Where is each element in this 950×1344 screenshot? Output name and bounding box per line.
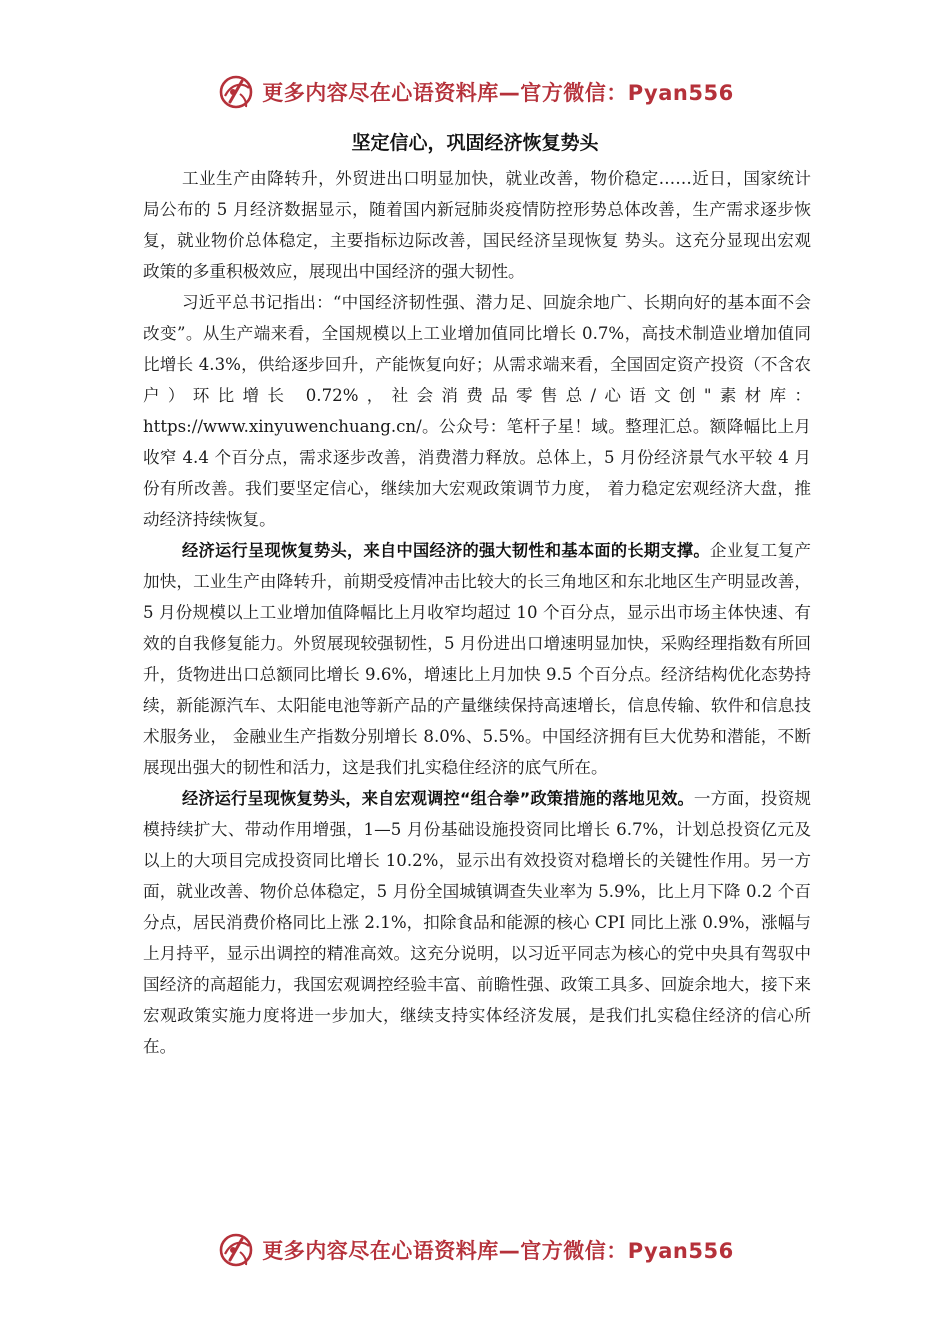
paragraph-1 (143, 163, 811, 287)
paragraph-4-lead: 经济运行呈现恢复势头，来自宏观调控“组合拳”政策措施的落地见效。 (182, 789, 694, 808)
footer-banner-text: 更多内容尽在心语资料库—官方微信：Pyan556 (262, 1239, 734, 1263)
footer-banner (0, 1228, 950, 1272)
footer-banner-content (216, 1230, 733, 1270)
article-body (143, 163, 811, 1062)
header-banner-content (216, 72, 733, 112)
page-title: 坚定信心，巩固经济恢复势头 (351, 132, 599, 154)
brand-logo-icon (216, 1230, 256, 1270)
paragraph-4-text: 一方面，投资规模持续扩大、带动作用增强，1—5 月份基础设施投资同比增长 6.7%，计划总投资亿元及以上的大项目完成投资同比增长 10.2%，显示出有效投资对稳增长的关键性作用。另一方面，就业改善、物价总体稳定，5 月份全国城镇调查失业率为 5.9%，比上月下降 0.2 个百分点，居民消费价格同比上涨 2.1%，扣除食品和能源的核心 CPI 同比上涨 0.9%，涨幅与上月持平，显示出调控的精准高效。这充分说明，以习近平同志为核心的党中央具有驾驭中国经济的高超能力，我国宏观调控经验丰富、前瞻性强、政策工具多、回旋余地大，接下来宏观政策实施力度将进一步加大，继续支持实体经济发展，是我们扎实稳住经济的信心所在。 (143, 789, 811, 1056)
paragraph-2-text: 习近平总书记指出：“中国经济韧性强、潜力足、回旋余地广、长期向好的基本面不会改变”。从生产端来看，全国规模以上工业增加值同比增长 0.7%，高技术制造业增加值同比增长 4.3%，供给逐步回升，产能恢复向好；从需求端来看，全国固定资产投资（不含农户）环比增长 0.72%，社会消费品零售总/心语文创"素材库：https://www.xinyuwenchuang.cn/。公众号：笔杆子星！域。整理汇总。额降幅比上月收窄 4.4 个百分点，需求逐步改善，消费潜力释放。总体上，5 月份经济景气水平较 4 月份有所改善。我们要坚定信心，继续加大宏观政策调节力度， 着力稳定宏观经济大盘，推动经济持续恢复。 (143, 293, 811, 529)
paragraph-4 (143, 783, 811, 1062)
paragraph-3 (143, 535, 811, 783)
paragraph-1-text: 工业生产由降转升，外贸进出口明显加快，就业改善，物价稳定……近日，国家统计局公布的 5 月经济数据显示，随着国内新冠肺炎疫情防控形势总体改善，生产需求逐步恢复，就业物价总体稳定，主要指标边际改善，国民经济呈现恢复 势头。这充分显现出宏观政策的多重积极效应，展现出中国经济的强大韧性。 (143, 169, 811, 281)
header-banner (0, 70, 950, 114)
paragraph-3-text: 企业复工复产加快，工业生产由降转升，前期受疫情冲击比较大的长三角地区和东北地区生产明显改善，5 月份规模以上工业增加值降幅比上月收窄均超过 10 个百分点，显示出市场主体快速、有效的自我修复能力。外贸展现较强韧性，5 月份进出口增速明显加快，采购经理指数有所回升，货物进出口总额同比增长 9.6%，增速比上月加快 9.5 个百分点。经济结构优化态势持续，新能源汽车、太阳能电池等新产品的产量继续保持高速增长，信息传输、软件和信息技术服务业， 金融业生产指数分别增长 8.0%、5.5%。中国经济拥有巨大优势和潜能，不断展现出强大的韧性和活力，这是我们扎实稳住经济的底气所在。 (143, 541, 811, 777)
header-banner-text: 更多内容尽在心语资料库—官方微信：Pyan556 (262, 81, 734, 105)
brand-logo-icon (216, 72, 256, 112)
paragraph-3-lead: 经济运行呈现恢复势头，来自中国经济的强大韧性和基本面的长期支撑。 (182, 541, 710, 560)
paragraph-2 (143, 287, 811, 535)
